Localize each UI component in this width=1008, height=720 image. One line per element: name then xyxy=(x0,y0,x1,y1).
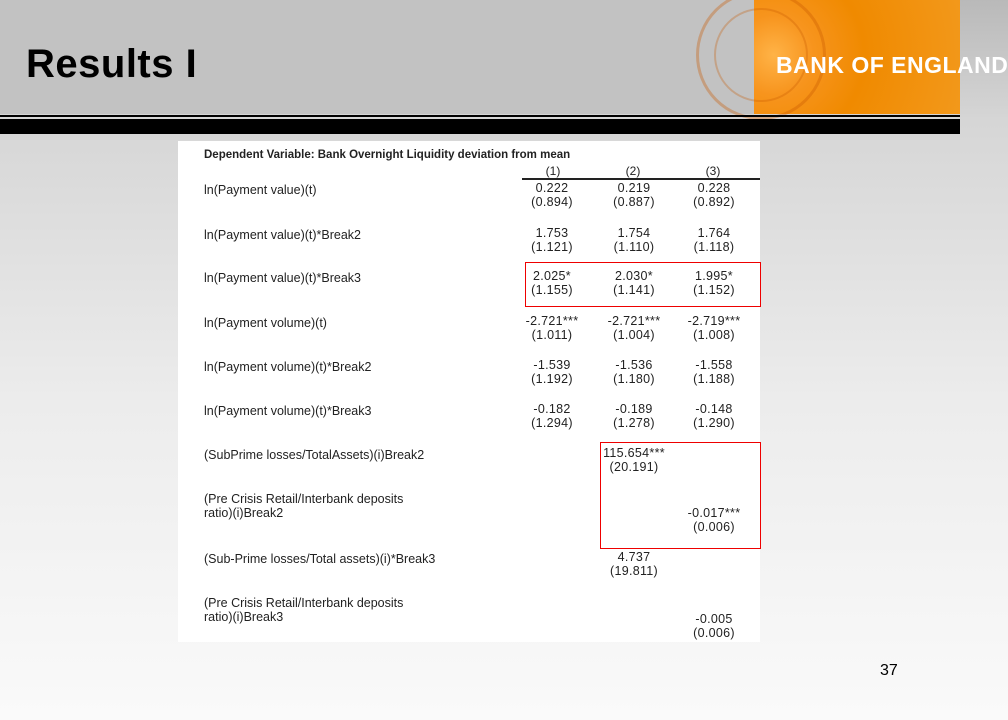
cell-se: (1.290) xyxy=(693,416,735,430)
cell-coef: -2.719*** xyxy=(687,314,741,328)
cell-coef: 1.753 xyxy=(535,226,569,240)
cell-coef: 0.228 xyxy=(697,181,731,195)
cell-se: (1.188) xyxy=(693,372,735,386)
column-header-2: (2) xyxy=(625,164,641,178)
cell-coef: 115.654*** xyxy=(603,446,665,460)
cell-se: (0.892) xyxy=(693,195,735,209)
column-header-3: (3) xyxy=(705,164,721,178)
cell-coef: 1.764 xyxy=(697,226,731,240)
cell-se: (0.887) xyxy=(613,195,655,209)
cell-se: (0.006) xyxy=(693,520,735,534)
cell-coef: -0.182 xyxy=(533,402,571,416)
cell-coef: -2.721*** xyxy=(525,314,579,328)
cell-se: (1.294) xyxy=(531,416,573,430)
row-label: (Sub-Prime losses/Total assets)(i)*Break3 xyxy=(204,552,436,566)
highlight-box-break2 xyxy=(600,442,761,549)
cell-coef: 1.754 xyxy=(617,226,651,240)
cell-se: (0.006) xyxy=(693,626,735,640)
cell-coef: -0.005 xyxy=(695,612,733,626)
row-label: ln(Payment volume)(t)*Break3 xyxy=(204,404,372,418)
cell-coef: 0.222 xyxy=(535,181,569,195)
page-number: 37 xyxy=(880,662,898,679)
cell-coef: -0.189 xyxy=(615,402,653,416)
row-label: ln(Payment value)(t)*Break2 xyxy=(204,228,362,242)
cell-coef: 4.737 xyxy=(617,550,651,564)
row-label-continued: ratio)(i)Break3 xyxy=(204,610,284,624)
row-label: ln(Payment value)(t)*Break3 xyxy=(204,271,362,285)
bank-of-england-logo xyxy=(754,0,1008,114)
logo-text: BANK OF ENGLAND xyxy=(776,52,1008,78)
header-rule xyxy=(522,178,760,180)
cell-coef: -1.539 xyxy=(533,358,571,372)
cell-se: (1.192) xyxy=(531,372,573,386)
column-header-1: (1) xyxy=(545,164,561,178)
regression-table xyxy=(178,141,760,642)
row-label: (Pre Crisis Retail/Interbank deposits xyxy=(204,596,404,610)
cell-se: (19.811) xyxy=(609,564,659,578)
cell-se: (0.894) xyxy=(531,195,573,209)
row-label-continued: ratio)(i)Break2 xyxy=(204,506,284,520)
cell-se: (1.180) xyxy=(613,372,655,386)
table-caption: Dependent Variable: Bank Overnight Liquidity deviation from mean xyxy=(204,149,571,161)
cell-se: (1.155) xyxy=(531,283,573,297)
row-label: ln(Payment value)(t) xyxy=(204,183,317,197)
cell-coef: -2.721*** xyxy=(607,314,661,328)
cell-se: (1.110) xyxy=(613,240,655,254)
cell-se: (20.191) xyxy=(609,460,659,474)
header-rule-thin xyxy=(0,115,960,117)
cell-coef: -1.558 xyxy=(695,358,733,372)
cell-coef: -0.017*** xyxy=(687,506,741,520)
header-rule-thick xyxy=(0,119,960,134)
cell-coef: 1.995* xyxy=(695,269,733,283)
cell-se: (1.011) xyxy=(531,328,573,342)
highlight-box-break3 xyxy=(525,262,761,307)
cell-coef: -1.536 xyxy=(615,358,653,372)
cell-se: (1.141) xyxy=(613,283,655,297)
cell-coef: 0.219 xyxy=(617,181,651,195)
cell-se: (1.008) xyxy=(693,328,735,342)
row-label: ln(Payment volume)(t) xyxy=(204,316,327,330)
cell-coef: 2.030* xyxy=(615,269,653,283)
row-label: (SubPrime losses/TotalAssets)(i)Break2 xyxy=(204,448,425,462)
row-label: (Pre Crisis Retail/Interbank deposits xyxy=(204,492,404,506)
cell-se: (1.004) xyxy=(613,328,655,342)
cell-se: (1.152) xyxy=(693,283,735,297)
cell-se: (1.121) xyxy=(531,240,573,254)
cell-coef: 2.025* xyxy=(533,269,571,283)
cell-coef: -0.148 xyxy=(695,402,733,416)
slide-title: Results I xyxy=(26,42,198,86)
cell-se: (1.118) xyxy=(693,240,735,254)
cell-se: (1.278) xyxy=(613,416,655,430)
row-label: ln(Payment volume)(t)*Break2 xyxy=(204,360,372,374)
